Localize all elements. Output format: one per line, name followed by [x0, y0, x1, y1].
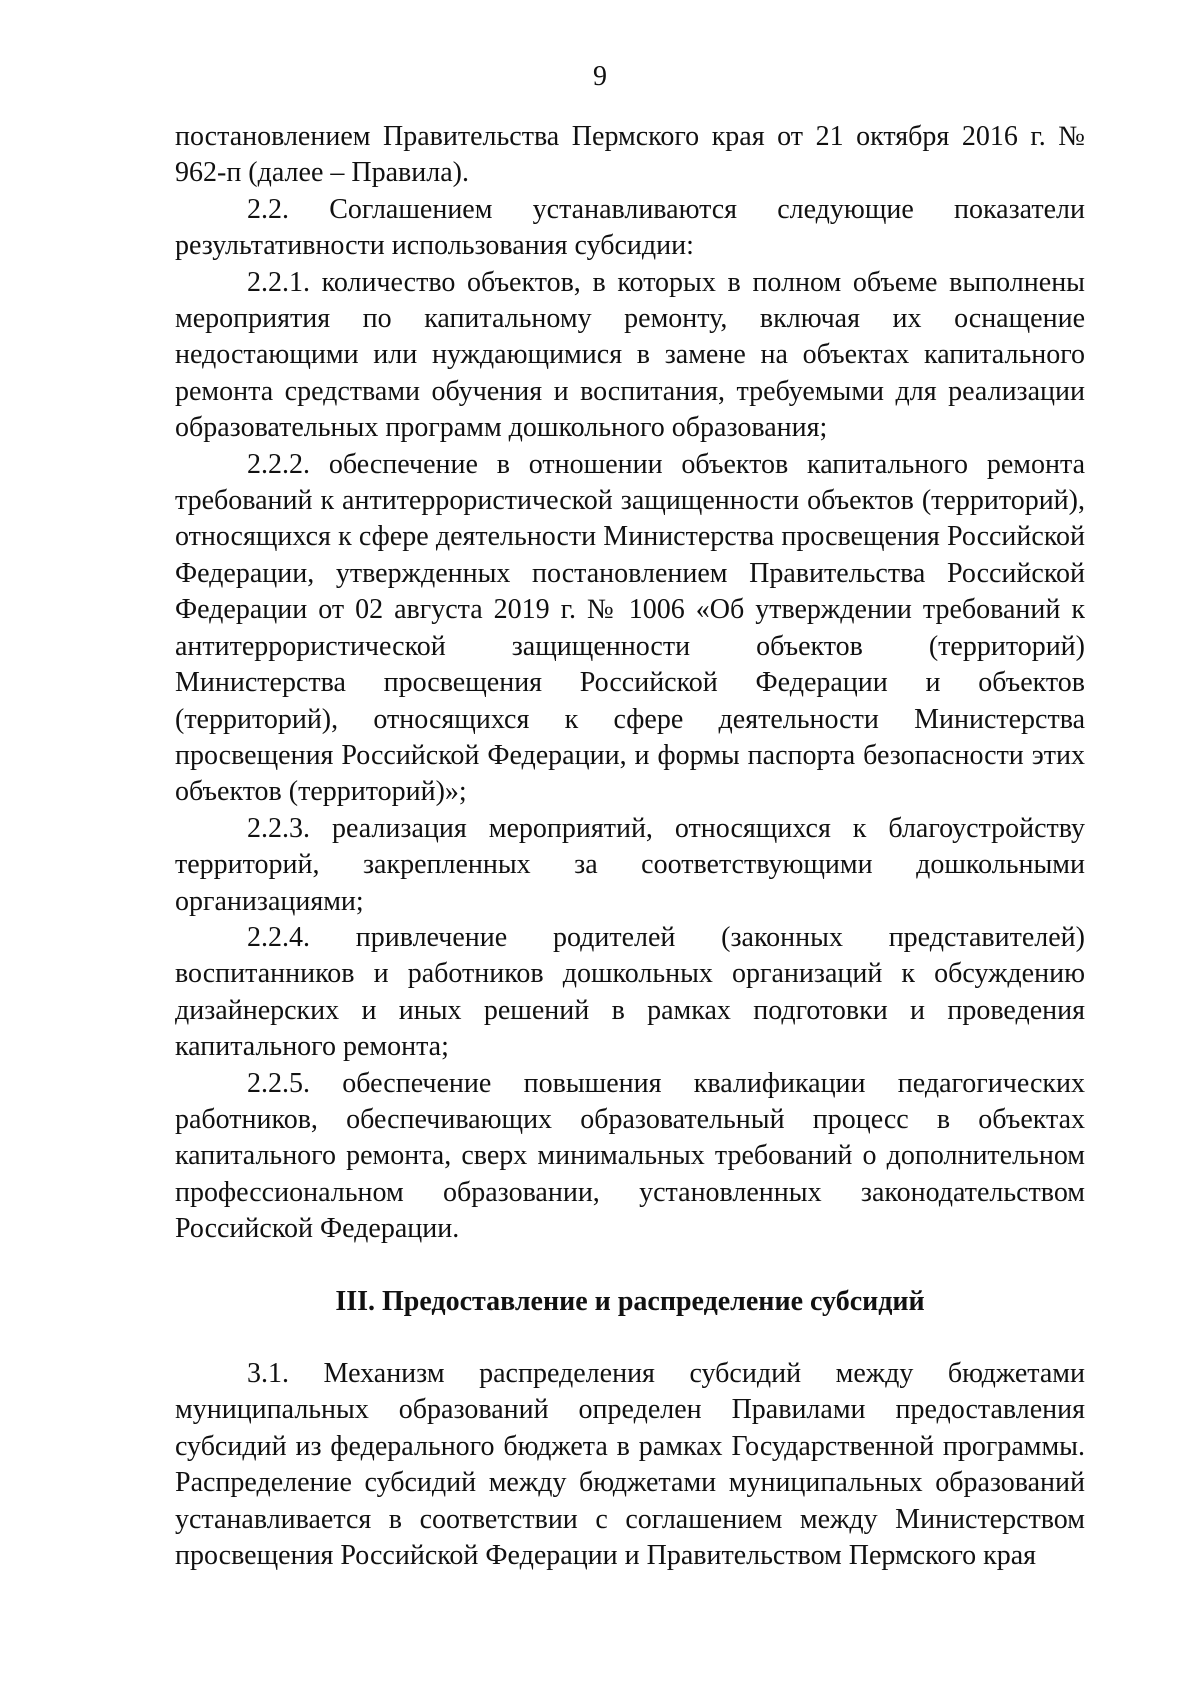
paragraph-2-2-3: 2.2.3. реализация мероприятий, относящихся к благоустройству территорий, закрепленных за соответствующими дошкольными организациями; [175, 812, 1085, 917]
document-body [175, 119, 1085, 1574]
paragraph-continuation: постановлением Правительства Пермского края от 21 октября 2016 г. № 962-п (далее – Правила). [175, 121, 1085, 189]
section-heading: III. Предоставление и распределение субсидий [335, 1285, 925, 1317]
paragraph-2-2-1: 2.2.1. количество объектов, в которых в полном объеме выполнены мероприятия по капитальному ремонту, включая их оснащение недостающими или нуждающимися в замене на объектах капитального ремонта средствами обучения и воспитания, требуемыми для реализации образовательных программ дошкольного образования; [175, 266, 1085, 444]
paragraph-2-2: 2.2. Соглашением устанавливаются следующие показатели результативности использования субсидии: [175, 193, 1085, 262]
page-number: 9 [593, 61, 607, 92]
paragraph-3-1: 3.1. Механизм распределения субсидий между бюджетами муниципальных образований определен Правилами предоставления субсидий из федерального бюджета в рамках Государственной программы. Распределение субсидий между бюджетами муниципальных образований устанавливается в соответствии с соглашением между Министерством просвещения Российской Федерации и Правительством Пермского края [175, 1358, 1085, 1572]
paragraph-2-2-2: 2.2.2. обеспечение в отношении объектов капитального ремонта требований к антитеррористической защищенности объектов (территорий), относящихся к сфере деятельности Министерства просвещения Российской Федерации, утвержденных постановлением Правительства Российской Федерации от 02 августа 2019 г. № 1006 «Об утверждении требований к антитеррористической защищенности объектов (территорий) Министерства просвещения Российской Федерации и объектов (территорий), относящихся к сфере деятельности Министерства просвещения Российской Федерации, и формы паспорта безопасности этих объектов (территорий)»; [175, 448, 1085, 808]
paragraph-2-2-4: 2.2.4. привлечение родителей (законных представителей) воспитанников и работников дошкольных организаций к обсуждению дизайнерских и иных решений в рамках подготовки и проведения капитального ремонта; [175, 921, 1085, 1063]
paragraph-2-2-5: 2.2.5. обеспечение повышения квалификации педагогических работников, обеспечивающих образовательный процесс в объектах капитального ремонта, сверх минимальных требований о дополнительном профессиональном образовании, установленных законодательством Российской Федерации. [175, 1067, 1085, 1245]
